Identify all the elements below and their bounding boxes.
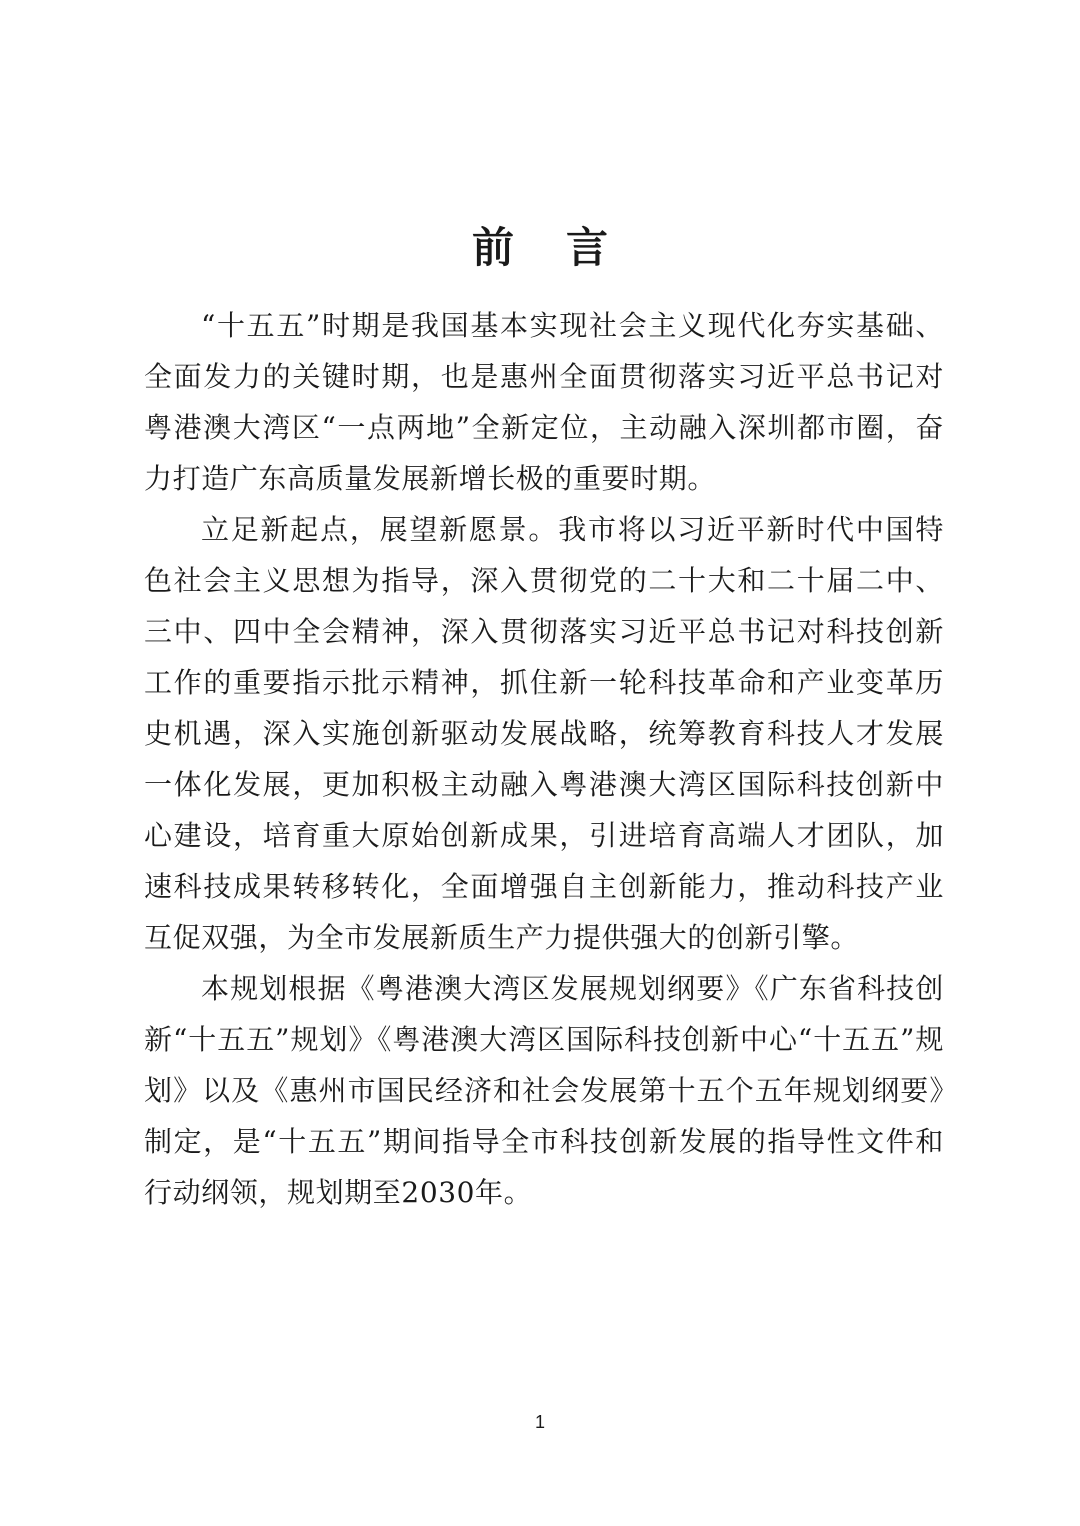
paragraph-3: 本规划根据《粤港澳大湾区发展规划纲要》《广东省科技创新“十五五”规划》《粤港澳大湾区国际科技创新中心“十五五”规划》以及《惠州市国民经济和社会发展第十五个五年规划纲要》制定，是“十五五”期间指导全市科技创新发展的指导性文件和行动纲领，规划期至2030年。: [144, 972, 944, 1209]
page-number: 1: [534, 1412, 545, 1432]
paragraph-2: 立足新起点，展望新愿景。我市将以习近平新时代中国特色社会主义思想为指导，深入贯彻党的二十大和二十届二中、三中、四中全会精神，深入贯彻落实习近平总书记对科技创新工作的重要指示批示精神，抓住新一轮科技革命和产业变革历史机遇，深入实施创新驱动发展战略，统筹教育科技人才发展一体化发展，更加积极主动融入粤港澳大湾区国际科技创新中心建设，培育重大原始创新成果，引进培育高端人才团队，加速科技成果转移转化，全面增强自主创新能力，推动科技产业互促双强，为全市发展新质生产力提供强大的创新引擎。: [144, 513, 944, 954]
paragraph-1: “十五五”时期是我国基本实现社会主义现代化夯实基础、全面发力的关键时期，也是惠州全面贯彻落实习近平总书记对粤港澳大湾区“一点两地”全新定位，主动融入深圳都市圈，奋力打造广东高质量发展新增长极的重要时期。: [144, 309, 944, 495]
document-body: [144, 300, 944, 1218]
page-title: 前言: [471, 223, 660, 273]
